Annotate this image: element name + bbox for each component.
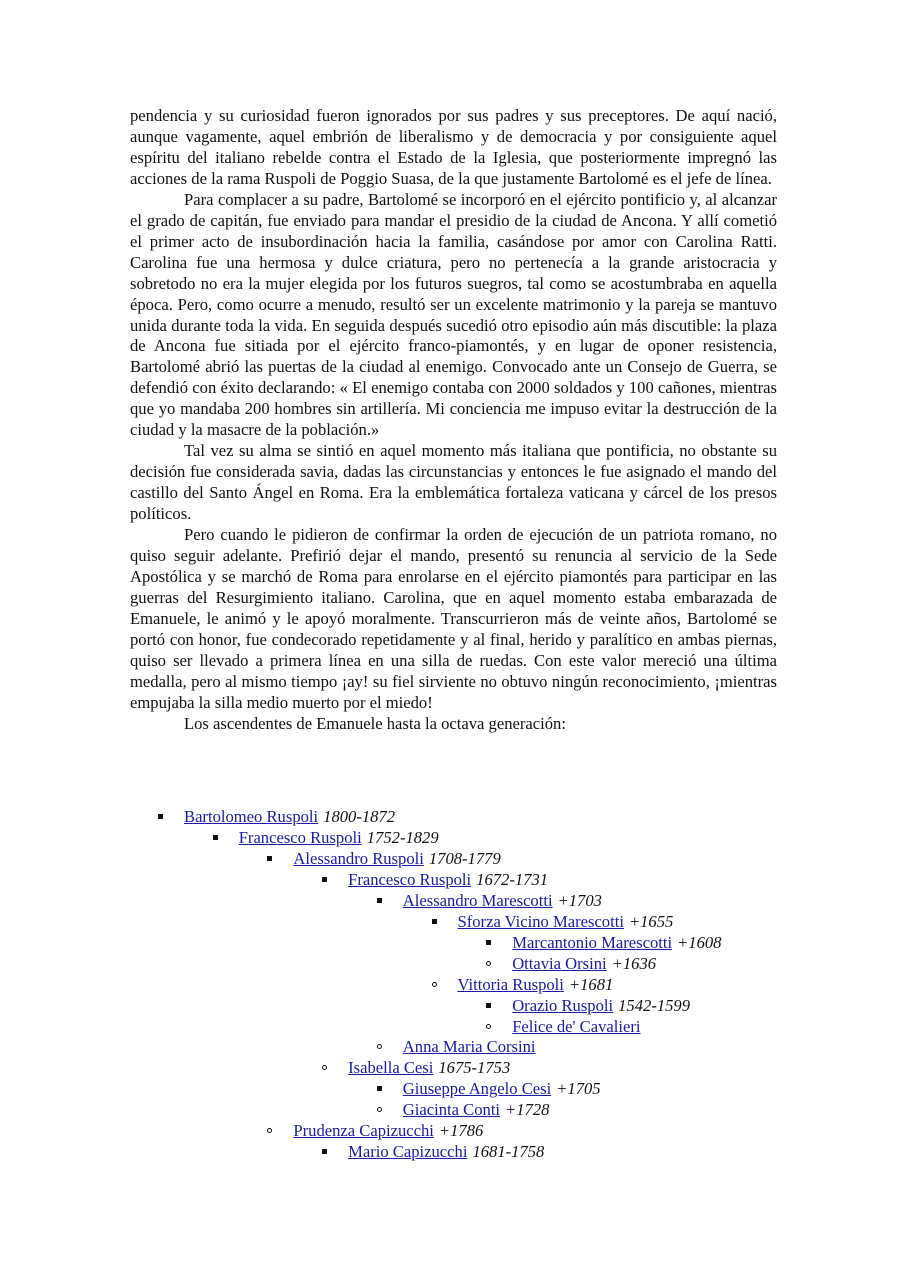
ancestor-years: +1786 xyxy=(438,1121,484,1141)
ancestor-years: +1703 xyxy=(557,890,602,910)
ancestor-list-item xyxy=(403,1078,601,1099)
ancestor-link[interactable]: Marcantonio Marescotti xyxy=(512,932,673,952)
ancestor-link[interactable]: Alessandro Marescotti xyxy=(402,890,553,910)
ancestor-link[interactable]: Isabella Cesi xyxy=(348,1058,434,1078)
circle-bullet-icon xyxy=(267,1128,272,1133)
square-bullet-icon xyxy=(432,919,437,924)
ancestor-years: 1675-1753 xyxy=(438,1058,511,1078)
ancestor-list-item xyxy=(512,953,656,974)
ancestor-years: 1672-1731 xyxy=(476,869,549,889)
square-bullet-icon xyxy=(377,898,382,903)
paragraph-army: Para complacer a su padre, Bartolomé se incorporó en el ejército pontificio y, al alcanzar el grado de capitán, fue enviado para mandar el presidio de la ciudad de Ancona. Y allí cometió el primer acto de insubordinación hacia la familia, casándose por amor con Carolina Ratti. Carolina fue una hermosa y dulce criatura, pero no pertenecía a la grande aristocracia y sobretodo no era la mujer elegida por los futuros suegros, tal como se acostumbraba en aquella época. Pero, como ocurre a menudo, resultó ser un excelente matrimonio y la pareja se mantuvo unida durante toda la vida. En seguida después sucedió otro episodio aún más discutible: la plaza de Ancona fue sitiada por el ejército franco-piamontés, y en lugar de oponer resistencia, Bartolomé abrió las puertas de la ciudad al enemigo. Convocado ante un Consejo de Guerra, se defendió con éxito declarando: « El enemigo contaba con 2000 soldados y 100 cañones, mientras que yo mandaba 200 hombres sin artillería. Mi conciencia me impuso evitar la destrucción de la ciudad y la masacre de la población.» xyxy=(130,189,777,440)
ancestor-list-item xyxy=(293,1120,483,1141)
ancestor-list-item xyxy=(403,1099,550,1120)
ancestor-link[interactable]: Alessandro Ruspoli xyxy=(293,848,424,868)
ancestor-years: +1608 xyxy=(677,932,722,952)
ancestor-list-item xyxy=(348,1141,544,1162)
paragraph-castle: Tal vez su alma se sintió en aquel momento más italiana que pontificia, no obstante su decisión fue considerada savia, dadas las circunstancias y entonces le fue asignado el mando del castillo del Santo Ángel en Roma. Era la emblemática fortaleza vaticana y cárcel de los presos políticos. xyxy=(130,441,777,524)
square-bullet-icon xyxy=(486,1003,491,1008)
square-bullet-icon xyxy=(322,1149,327,1154)
circle-bullet-icon xyxy=(486,961,491,966)
ancestor-list-item xyxy=(239,827,439,848)
ancestor-link[interactable]: Giacinta Conti xyxy=(402,1100,501,1120)
square-bullet-icon xyxy=(377,1086,382,1091)
paragraph-intro: pendencia y su curiosidad fueron ignorados por sus padres y sus preceptores. De aquí nació, aunque vagamente, aquel embrión de liberalismo y de democracia y por consiguiente aquel espíritu del italiano rebelde contra el Estado de la Iglesia, que posteriormente impregnó las acciones de la rama Ruspoli de Poggio Suasa, de la que justamente Bartolomé es el jefe de línea. xyxy=(130,106,777,188)
circle-bullet-icon xyxy=(322,1065,327,1070)
circle-bullet-icon xyxy=(377,1044,382,1049)
ancestor-link[interactable]: Mario Capizucchi xyxy=(348,1142,468,1162)
ancestor-list-item xyxy=(184,806,395,827)
ancestor-years: +1655 xyxy=(628,911,674,931)
ancestor-years: 1681-1758 xyxy=(472,1142,545,1162)
ancestor-years: 1752-1829 xyxy=(366,827,439,847)
ancestor-years: 1800-1872 xyxy=(323,807,396,826)
ancestor-years: 1542-1599 xyxy=(618,995,691,1015)
ancestor-list-item xyxy=(293,848,500,869)
square-bullet-icon xyxy=(486,940,491,945)
ancestor-link[interactable]: Vittoria Ruspoli xyxy=(457,974,564,994)
ancestor-link[interactable]: Francesco Ruspoli xyxy=(348,869,472,889)
ancestor-link[interactable]: Prudenza Capizucchi xyxy=(293,1121,434,1141)
ancestor-link[interactable]: Felice de' Cavalieri xyxy=(512,1016,641,1036)
ancestor-years: +1636 xyxy=(611,953,657,973)
ancestor-link[interactable]: Francesco Ruspoli xyxy=(238,827,362,847)
square-bullet-icon xyxy=(158,814,163,819)
square-bullet-icon xyxy=(267,856,272,861)
ancestor-years: +1728 xyxy=(505,1100,550,1120)
ancestor-list-item xyxy=(403,1036,536,1057)
paragraph-resurgimiento: Pero cuando le pidieron de confirmar la orden de ejecución de un patriota romano, no quiso seguir adelante. Prefirió dejar el mando, presentó su renuncia al servicio de la Sede Apostólica y se marchó de Roma para enrolarse en el ejército piamontés para participar en las guerras del Resurgimiento italiano. Carolina, que en aquel momento estaba embarazada de Emanuele, le animó y le apoyó moralmente. Transcurrieron más de veinte años, Bartolomé se portó con honor, fue condecorado repetidamente y al final, herido y paralítico en ambas piernas, quiso ser llevado a primera línea en una silla de ruedas. Con este valor mereció una última medalla, pero al mismo tiempo ¡ay! su fiel sirviente no obtuvo ningún reconocimiento, ¡mientras empujaba la silla medio muerto por el miedo! xyxy=(130,525,777,712)
document-body xyxy=(130,106,777,735)
ancestor-link[interactable]: Bartolomeo Ruspoli xyxy=(184,807,319,826)
paragraph-ancestors-heading: Los ascendentes de Emanuele hasta la octava generación: xyxy=(184,713,566,733)
ancestor-list-item xyxy=(512,995,690,1016)
ancestor-list-item xyxy=(403,890,602,911)
ancestor-list-item xyxy=(512,932,721,953)
ancestor-list-item xyxy=(458,911,674,932)
ancestor-years: 1708-1779 xyxy=(428,848,501,868)
ancestor-link[interactable]: Giuseppe Angelo Cesi xyxy=(402,1079,552,1099)
ancestor-list-item xyxy=(458,974,614,995)
ancestor-link[interactable]: Sforza Vicino Marescotti xyxy=(457,911,624,931)
ancestor-link[interactable]: Orazio Ruspoli xyxy=(512,995,614,1015)
ancestor-link[interactable]: Ottavia Orsini xyxy=(512,953,607,973)
circle-bullet-icon xyxy=(486,1024,491,1029)
ancestor-years: +1681 xyxy=(568,974,614,994)
circle-bullet-icon xyxy=(377,1107,382,1112)
circle-bullet-icon xyxy=(432,982,437,987)
square-bullet-icon xyxy=(213,835,218,840)
ancestor-list-item xyxy=(348,869,548,890)
ancestor-list-item xyxy=(512,1016,640,1037)
ancestor-link[interactable]: Anna Maria Corsini xyxy=(402,1037,536,1057)
ancestor-list-item xyxy=(348,1057,510,1078)
ancestor-years: +1705 xyxy=(556,1079,601,1099)
square-bullet-icon xyxy=(322,877,327,882)
